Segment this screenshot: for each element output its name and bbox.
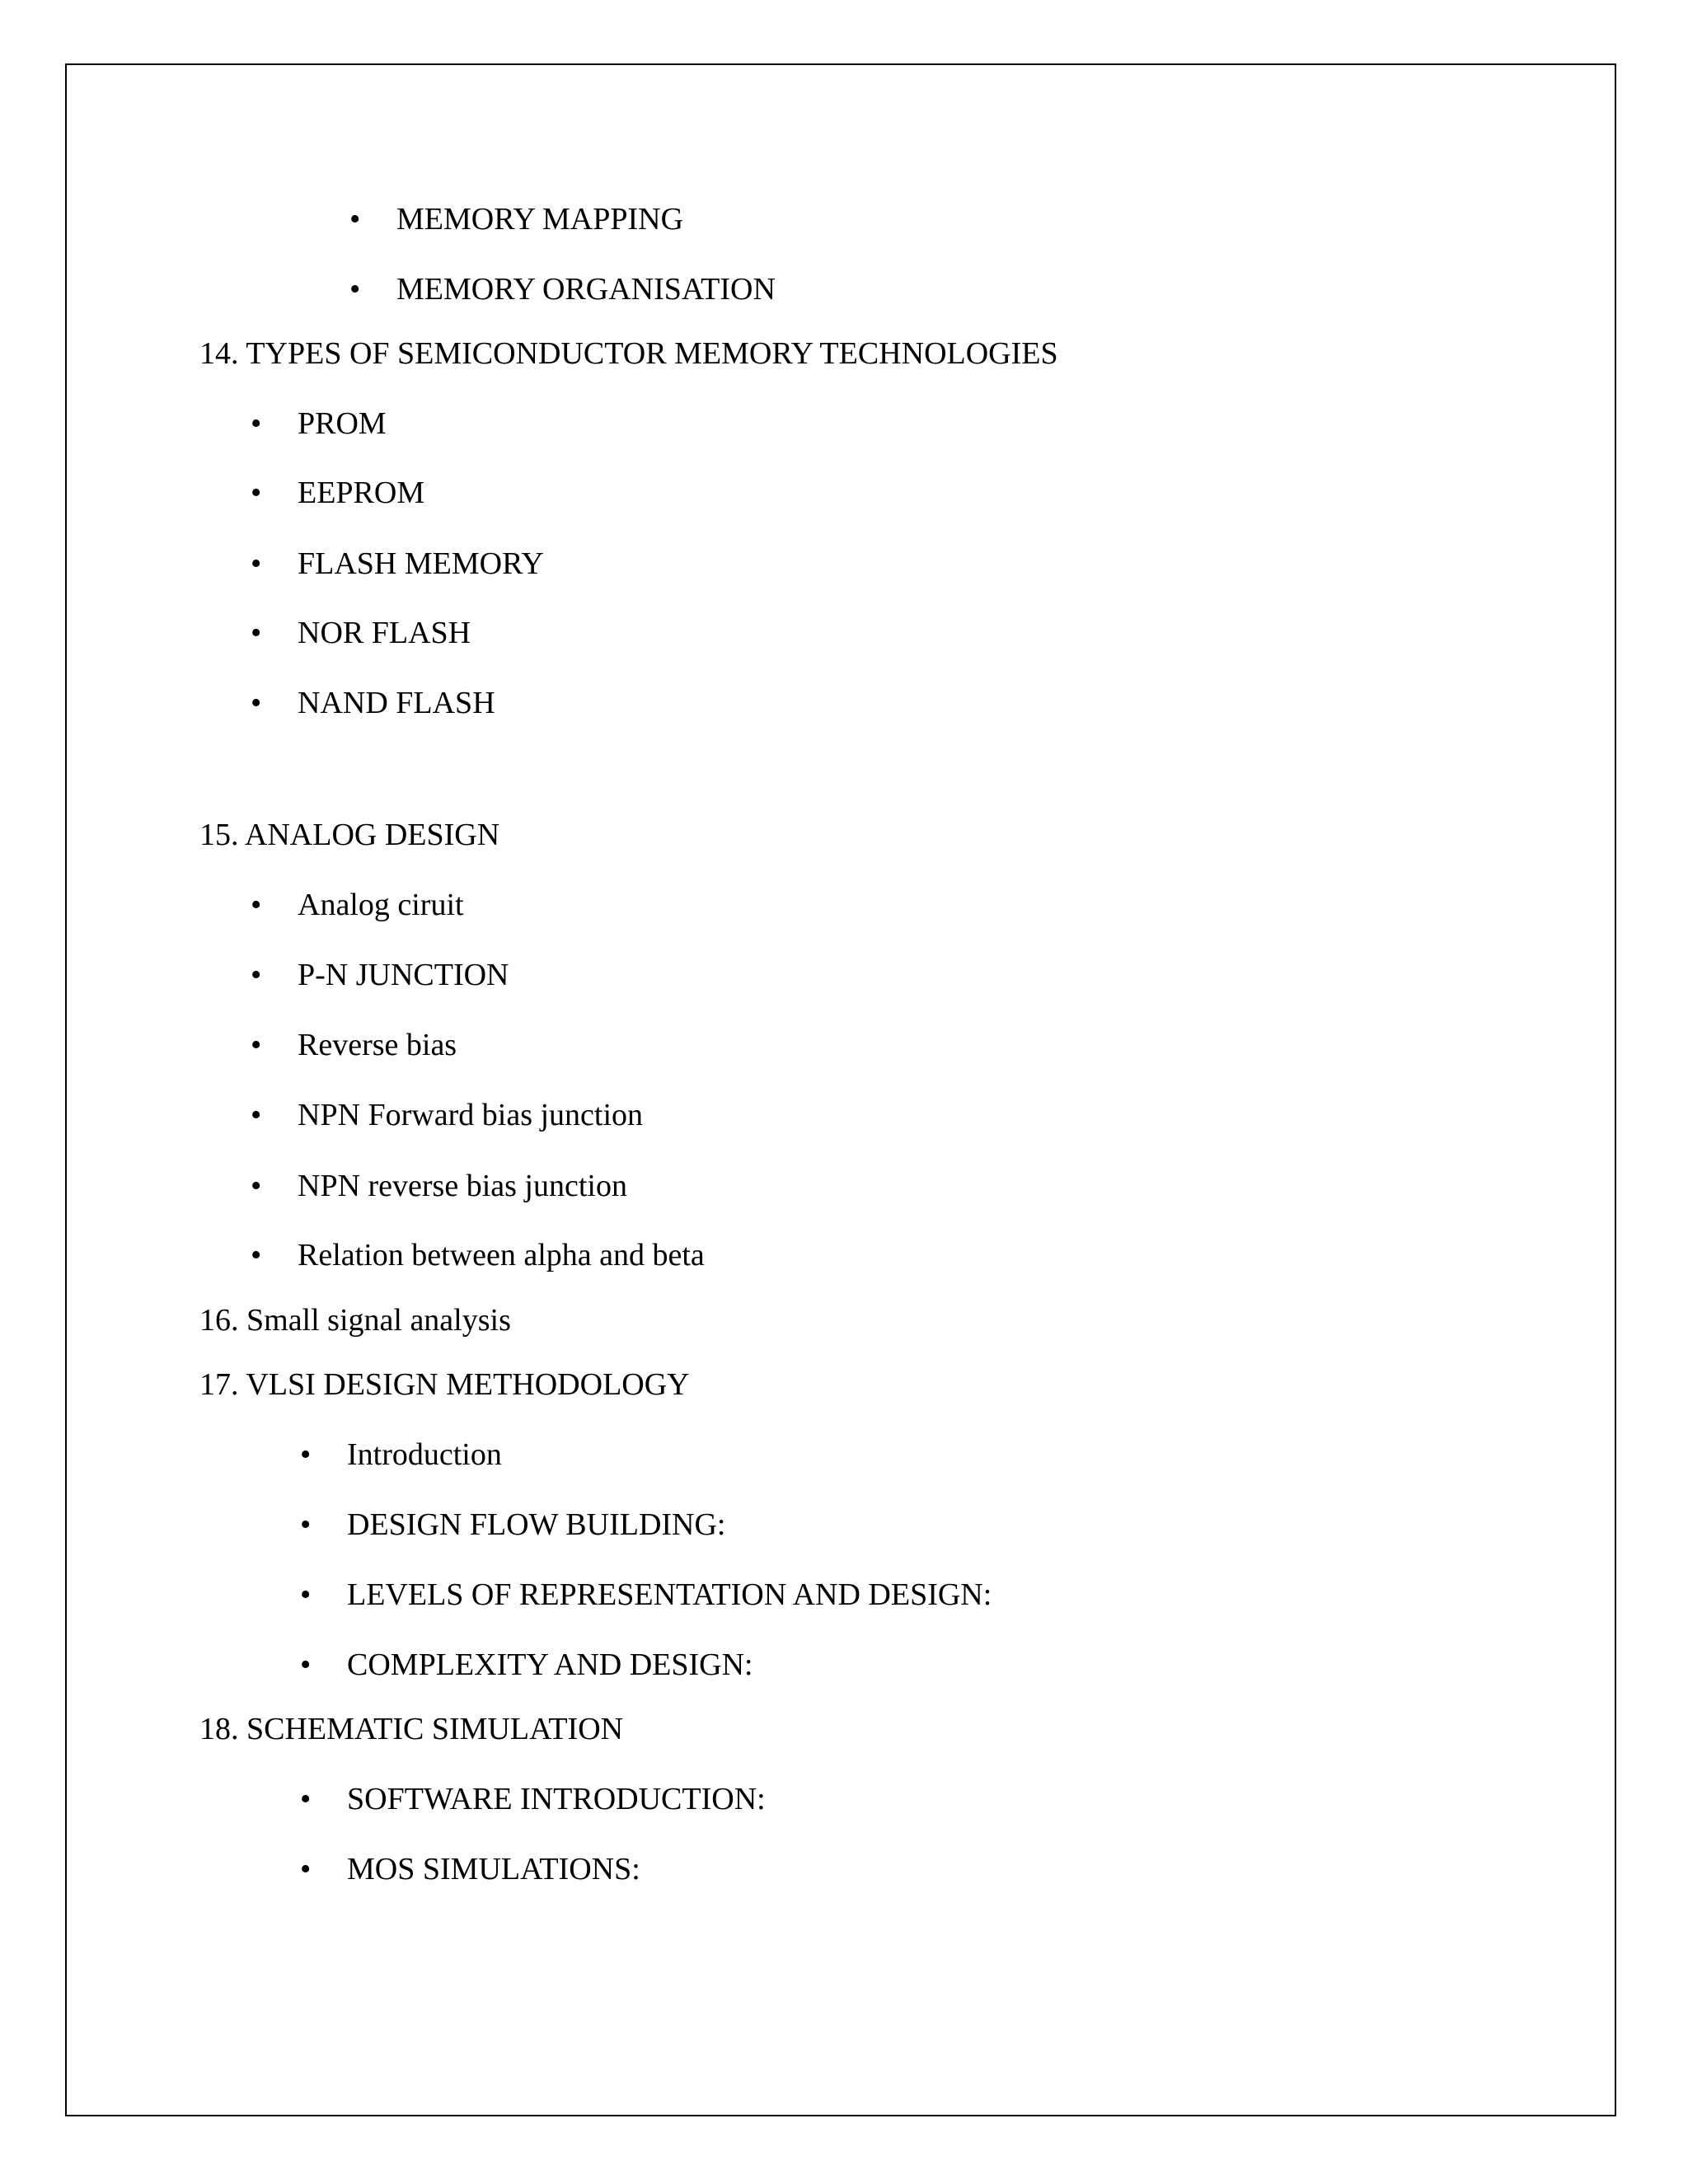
list-item: • FLASH MEMORY [298,545,544,583]
list-item: • MEMORY ORGANISATION [396,270,776,308]
list-item: • Reverse bias [298,1026,457,1064]
list-item: • MEMORY MAPPING [396,200,683,238]
list-item: • Analog ciruit [298,886,464,924]
list-item: • COMPLEXITY AND DESIGN: [347,1646,753,1684]
list-item: • PROM [298,405,387,443]
list-item: • Relation between alpha and beta [298,1236,705,1274]
list-item: • MOS SIMULATIONS: [347,1850,640,1888]
list-item: • NOR FLASH [298,614,471,652]
list-item: • NPN reverse bias junction [298,1167,627,1205]
list-item: • Introduction [347,1436,502,1474]
list-item: • LEVELS OF REPRESENTATION AND DESIGN: [347,1576,992,1614]
list-item: • P-N JUNCTION [298,956,509,994]
section-heading: 18. SCHEMATIC SIMULATION [199,1712,624,1746]
list-item: • NPN Forward bias junction [298,1096,643,1134]
list-item: • NAND FLASH [298,684,495,722]
list-item: • DESIGN FLOW BUILDING: [347,1506,726,1544]
section-heading: 17. VLSI DESIGN METHODOLOGY [199,1367,690,1402]
section-heading: 14. TYPES OF SEMICONDUCTOR MEMORY TECHNOLOGIES [199,336,1058,371]
section-heading: 16. Small signal analysis [199,1303,511,1338]
list-item: • EEPROM [298,474,424,512]
section-heading: 15. ANALOG DESIGN [199,818,500,852]
list-item: • SOFTWARE INTRODUCTION: [347,1780,766,1818]
